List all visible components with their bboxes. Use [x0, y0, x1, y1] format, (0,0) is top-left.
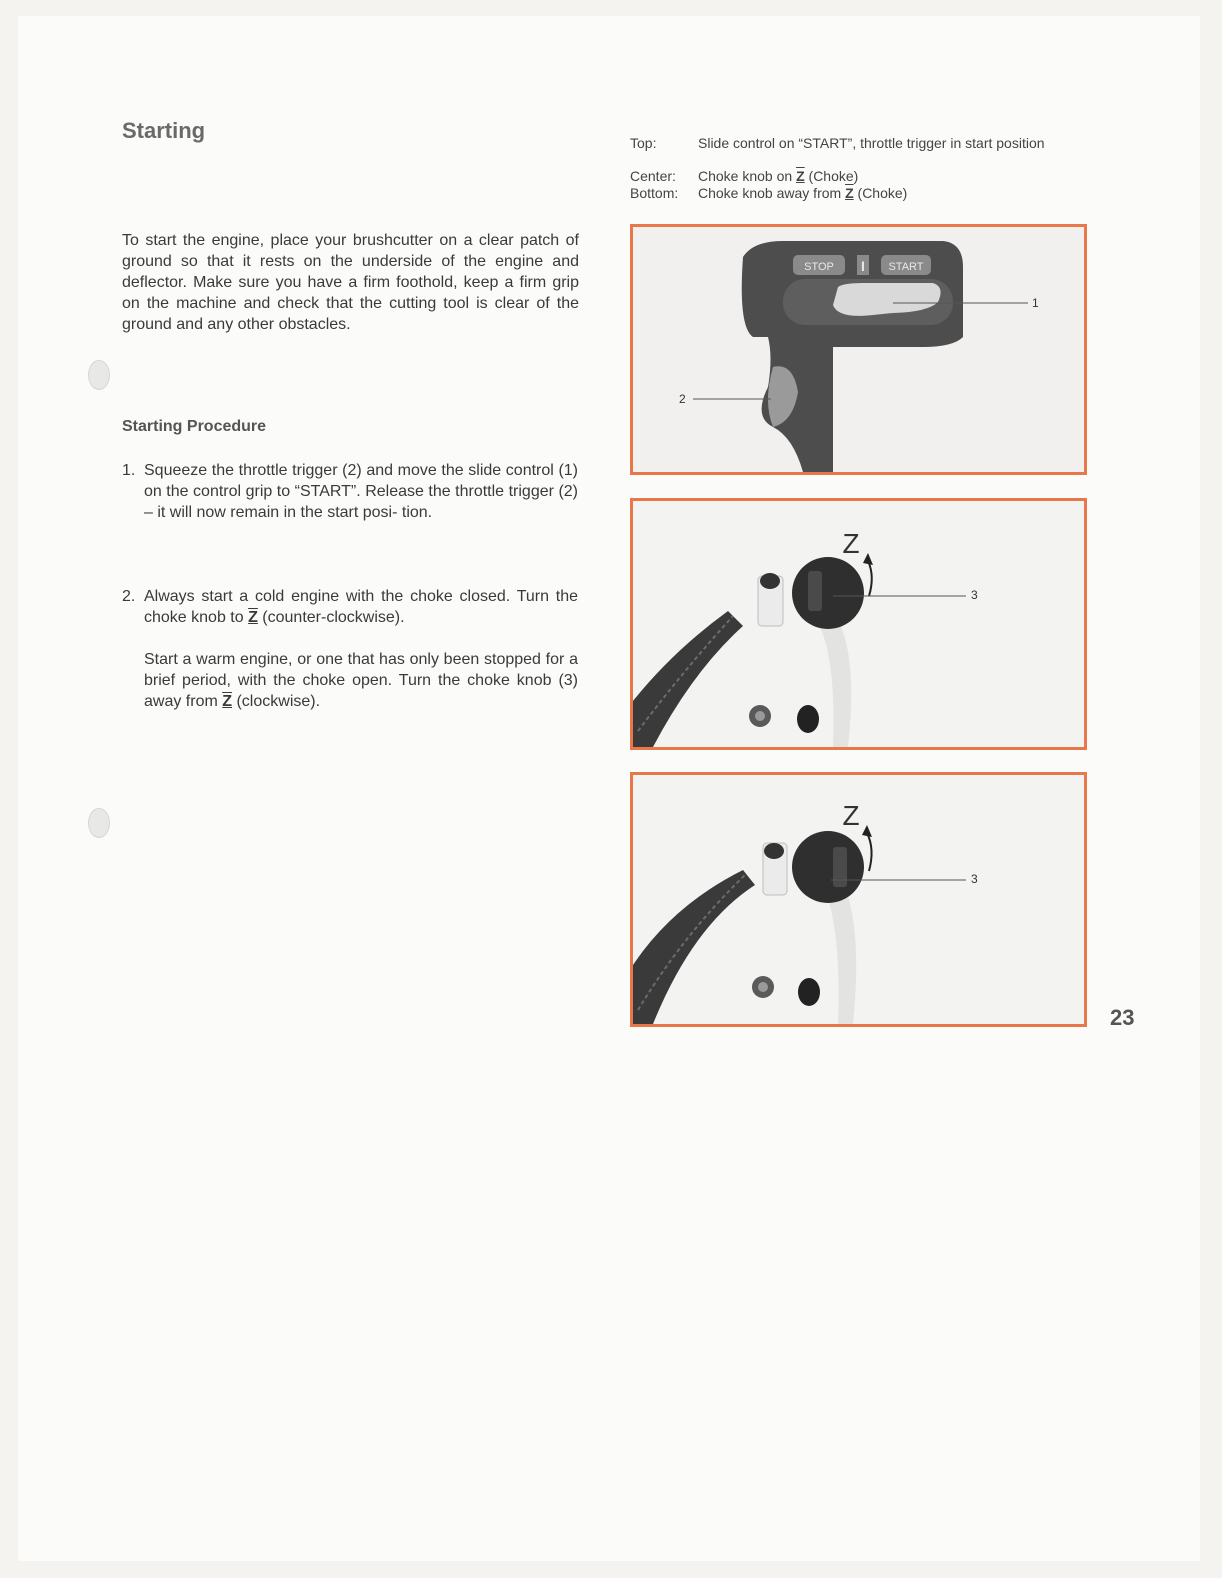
caption-center: Center: Choke knob on Z (Choke): [630, 168, 859, 184]
figure-choke-closed: [630, 498, 1087, 750]
switch-mid-label: I: [861, 258, 865, 274]
page-title: Starting: [122, 118, 206, 143]
choke-symbol-icon: Z: [248, 609, 258, 626]
figure-control-grip: [630, 224, 1087, 475]
callout-1: 1: [1032, 296, 1039, 310]
step-text: Squeeze the throttle trigger (2) and move the slide control (1) on the control grip to “START”. Release the throttle trigger (2) – it will now remain in the start posi- tion.: [144, 462, 578, 521]
choke-symbol-icon: Z: [845, 185, 854, 201]
step-text-warm: Start a warm engine, or one that has only been stopped for a brief period, with the choke open. Turn the choke knob (3) away from Z (clockwise).: [144, 651, 578, 710]
callout-3: 3: [971, 588, 978, 602]
procedure-heading: Starting Procedure: [122, 418, 267, 435]
step-number: 1.: [122, 462, 136, 479]
caption-bottom: Bottom: Choke knob away from Z (Choke): [630, 185, 908, 201]
switch-stop-label: STOP: [804, 261, 834, 273]
callout-3: 3: [971, 872, 978, 886]
choke-symbol-icon: Z: [842, 800, 860, 831]
caption-top: Top: Slide control on “START”, throttle trigger in start position: [630, 135, 1045, 151]
choke-symbol-icon: Z: [796, 168, 805, 184]
figure-choke-open: [630, 772, 1087, 1027]
binder-hole-bottom: [88, 808, 110, 838]
intro-paragraph: To start the engine, place your brushcutter on a clear patch of ground so that it rests on the underside of the engine and deflector. Make sure you have a firm foothold, keep a firm grip on the machine and check that the cutting tool is clear of the ground and any other obstacles.: [122, 232, 579, 333]
step-number: 2.: [122, 588, 136, 605]
switch-start-label: START: [888, 261, 924, 273]
binder-hole-top: [88, 360, 110, 390]
step-2: [122, 586, 578, 712]
step-1: [122, 460, 578, 523]
step-text-cold: Always start a cold engine with the choke closed. Turn the choke knob to Z (counter-clockwise).: [144, 588, 578, 626]
page-number: 23: [1110, 1005, 1135, 1030]
callout-2: 2: [679, 392, 686, 406]
choke-symbol-icon: Z: [842, 528, 860, 559]
choke-symbol-icon: Z: [222, 693, 233, 710]
